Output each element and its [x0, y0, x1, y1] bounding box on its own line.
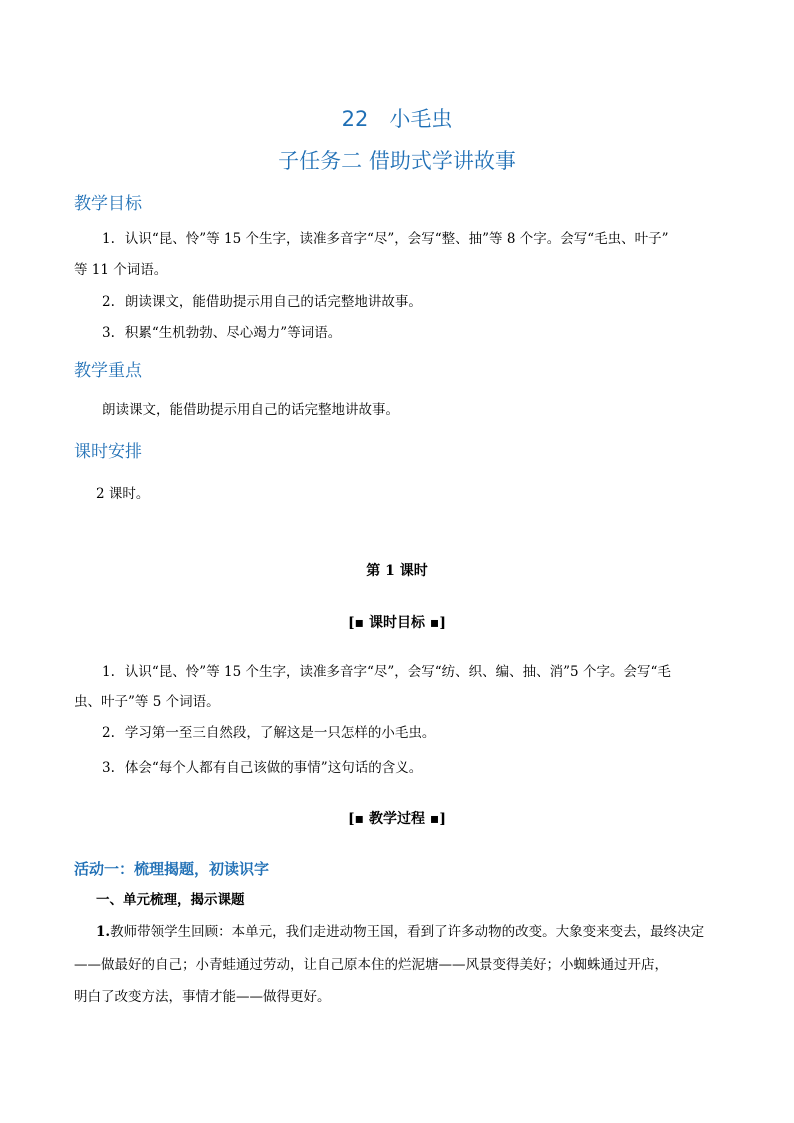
- lesson1-title: 第 1 课时: [366, 563, 428, 579]
- lesson-goal-number: 3.: [102, 760, 115, 776]
- activity1-paragraph-1-line3: 明白了改变方法，事情才能——做得更好。: [74, 989, 331, 1005]
- activity1-paragraph-1: [96, 922, 704, 942]
- lesson-goal-text: 体会“每个人都有自己该做的事情”这句话的含义。: [124, 760, 423, 776]
- lesson-goal-text: 学习第一至三自然段，了解这是一只怎样的小毛虫。: [124, 725, 436, 741]
- goal-item-text: 认识“昆、怜”等 15 个生字，读准多音字“尽”，会写“整、抽”等 8 个字。会写“毛虫、叶子”: [124, 231, 669, 247]
- goal-item-3: [102, 323, 341, 343]
- goal-item-text: 积累“生机勃勃、尽心竭力”等词语。: [124, 325, 342, 341]
- activity1-subheading: 一、单元梳理，揭示课题: [96, 892, 245, 908]
- activity1-paragraph-1-line2: ——做最好的自己；小青蛙通过劳动，让自己原本住的烂泥塘——风景变得美好；小蜘蛛通过开店，: [74, 957, 668, 973]
- goal-item-1-cont: 等 11 个词语。: [74, 262, 168, 278]
- lesson-goal-text: 认识“昆、怜”等 15 个生字，读准多音字“尽”，会写“纺、织、编、抽、消”5 个字。会写“毛: [124, 664, 671, 680]
- lesson-goal-number: 1.: [102, 664, 115, 680]
- goal-item-1: [102, 229, 669, 249]
- lesson-goals-label: [▪ 课时目标 ▪]: [348, 615, 446, 631]
- goals-heading: 教学目标: [74, 194, 142, 214]
- key-points-heading: 教学重点: [74, 361, 142, 381]
- goal-item-number: 1.: [102, 231, 115, 247]
- lesson-goal-item-3: [102, 758, 422, 778]
- paragraph-number: 1.: [96, 924, 111, 940]
- lesson-goal-item-2: [102, 723, 435, 743]
- lesson-title: 22 小毛虫: [341, 107, 453, 131]
- activity1-heading: 活动一：梳理揭题，初读识字: [74, 860, 270, 878]
- goal-item-number: 2.: [102, 294, 115, 310]
- goal-item-number: 3.: [102, 325, 115, 341]
- schedule-heading: 课时安排: [74, 442, 142, 462]
- lesson-goal-item-1: [102, 662, 671, 682]
- key-points-text: 朗读课文，能借助提示用自己的话完整地讲故事。: [102, 402, 399, 418]
- goal-item-2: [102, 292, 422, 312]
- goal-item-text: 朗读课文，能借助提示用自己的话完整地讲故事。: [124, 294, 422, 310]
- lesson-goal-item-1-cont: 虫、叶子”等 5 个词语。: [74, 694, 220, 710]
- paragraph-text: 教师带领学生回顾：本单元，我们走进动物王国，看到了许多动物的改变。大象变来变去，最终决定: [110, 924, 705, 940]
- subtask-title: 子任务二 借助式学讲故事: [278, 149, 516, 173]
- lesson-goal-number: 2.: [102, 725, 115, 741]
- schedule-text: 2 课时。: [96, 486, 150, 502]
- teaching-process-label: [▪ 教学过程 ▪]: [348, 811, 446, 827]
